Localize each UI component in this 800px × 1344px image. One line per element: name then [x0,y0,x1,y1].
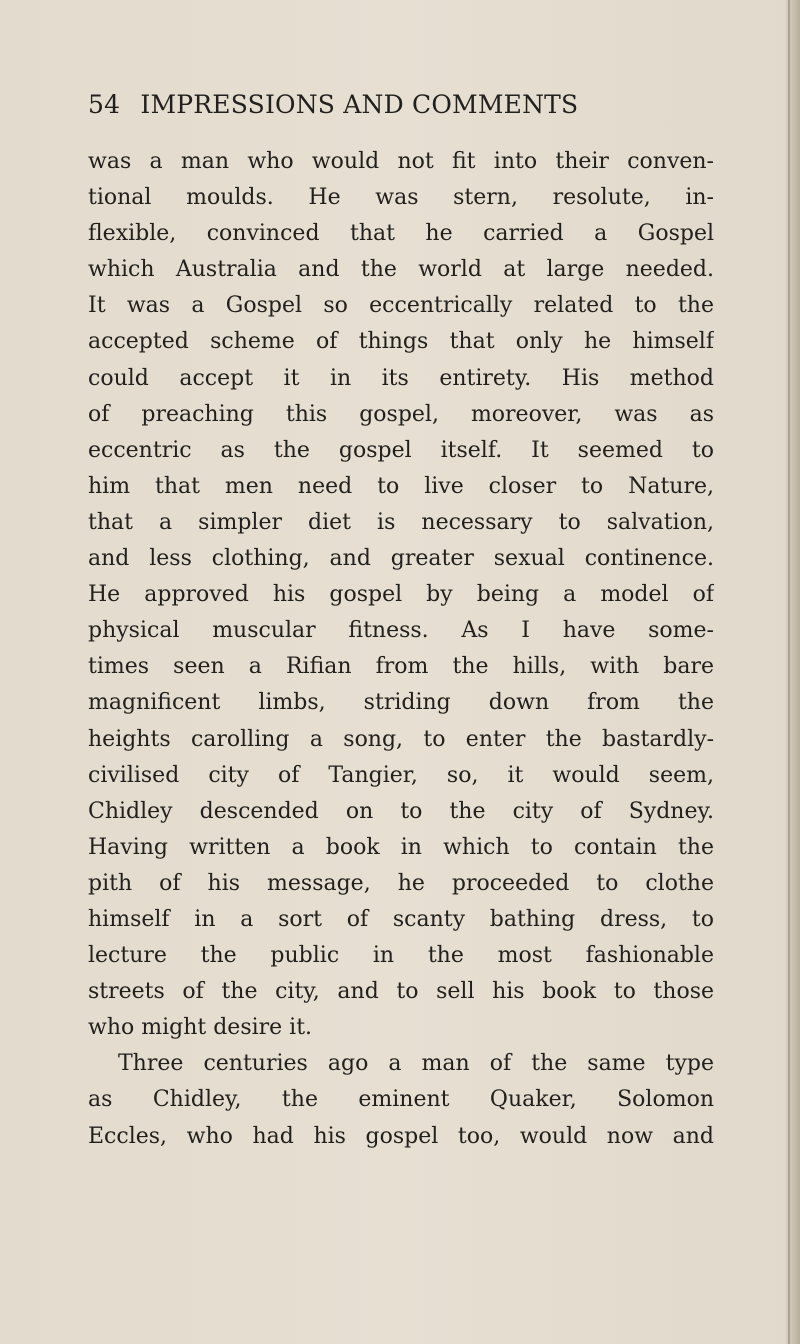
text-line: accepted scheme of things that only he himself [88,329,714,355]
text-line: who might desire it. [88,1015,313,1041]
text-line: was a man who would not fit into their conven- [88,149,714,174]
page-edge-line [788,0,790,1344]
text-line: lecture the public in the most fashionable [88,943,714,969]
text-line: of preaching this gospel, moreover, was as [88,401,714,427]
page-number: 54 [88,90,121,119]
text-line: which Australia and the world at large needed. [88,257,714,283]
text-line: Eccles, who had his gospel too, would now and [88,1123,714,1149]
text-line: as Chidley, the eminent Quaker, Solomon [88,1087,714,1113]
text-line: him that men need to live closer to Nature, [88,473,714,499]
text-line: and less clothing, and greater sexual continence. [88,546,714,572]
text-line: physical muscular fitness. As I have some- [88,618,714,644]
text-line: He approved his gospel by being a model of [88,582,714,608]
text-line: civilised city of Tangier, so, it would seem, [88,762,714,788]
text-line: Three centuries ago a man of the same type [118,1051,714,1077]
text-line: times seen a Rifian from the hills, with bare [88,654,714,680]
text-line: that a simpler diet is necessary to salvation, [88,509,714,535]
text-line: flexible, convinced that he carried a Gospel [88,221,714,247]
text-line: Having written a book in which to contain the [88,834,714,860]
text-line: streets of the city, and to sell his book to those [88,979,714,1005]
body-text [88,144,714,1155]
text-line: could accept it in its entirety. His method [88,365,714,391]
running-title: IMPRESSIONS AND COMMENTS [140,90,579,119]
text-line: Chidley descended on to the city of Sydney. [88,798,714,824]
text-line: pith of his message, he proceeded to clothe [88,870,714,896]
text-line: It was a Gospel so eccentrically related to the [88,293,714,319]
text-line: heights carolling a song, to enter the bastardly- [88,726,714,752]
text-line: himself in a sort of scanty bathing dress, to [88,906,714,932]
text-line: tional moulds. He was stern, resolute, in- [88,185,714,211]
page-header [88,90,728,126]
text-line: eccentric as the gospel itself. It seemed to [88,437,714,463]
text-line: magnificent limbs, striding down from the [88,690,714,716]
